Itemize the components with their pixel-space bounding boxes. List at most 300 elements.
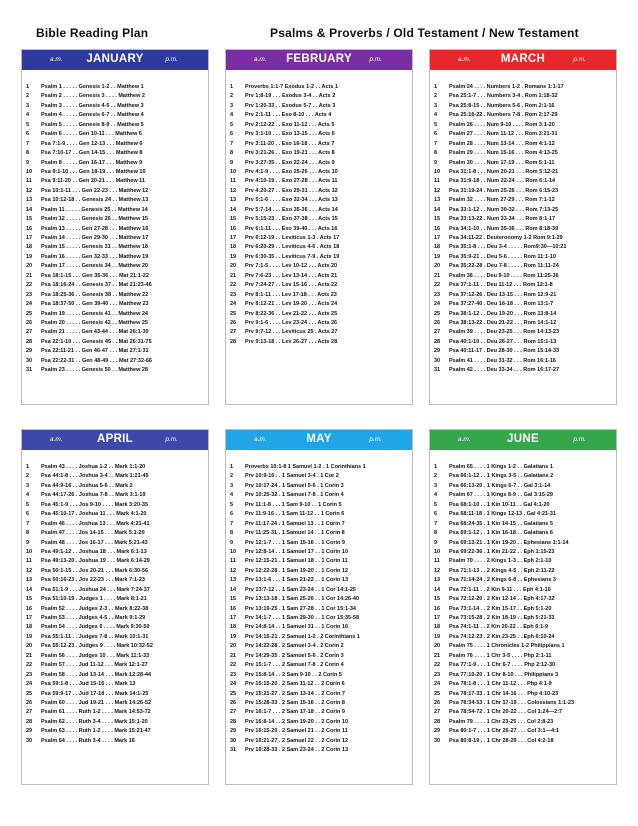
reading-assignment: Prv 2:1-11 . . . Exo 8-10 . . . Acts 4 [245,112,332,119]
reading-assignment: Psa 35:9-21 . . Deu 5-6 . . . . . Rom 11:1-10 [449,253,556,260]
day-number: 12 [26,567,33,574]
reading-row [22,187,208,196]
reading-row [430,149,616,158]
day-number: 18 [26,244,33,251]
reading-row [226,300,412,309]
reading-row [22,661,208,670]
day-number: 21 [434,652,441,659]
day-number: 25 [434,690,441,697]
day-number: 1 [230,464,234,470]
reading-row [226,310,412,319]
day-number: 20 [230,643,237,650]
reading-assignment: Psalm 63 . . . . Ruth 1-2 . . . . Mark 15:21-47 [41,728,151,735]
reading-assignment: Psa 73:15-28 . 2 Kin 18-19 . . Eph 5:21-33 [449,615,555,621]
reading-assignment: Psa 73:1-14 . . 2 Kin 15-17 . . Eph 5:1-20 [449,605,552,612]
reading-assignment: Prv 13:1-6 . . . 1 Sam 21-22 . . 1 Corin 13 [245,577,349,584]
reading-row [22,642,208,651]
reading-row [430,366,616,375]
reading-row [226,215,412,224]
reading-assignment: Prv 12:1-7 . . . 1 Sam 15-16 . . 1 Corin 9 [245,539,345,546]
month-february [225,49,413,405]
day-number: 24 [26,301,33,308]
reading-assignment: Psalm 57 . . . . Jud 11-12 . . . Mark 12:1-27 [41,662,148,669]
reading-assignment: Psa 68:24-35 . 1 Kin 14-15 . . Galatians 5 [449,520,553,527]
day-number: 16 [434,605,441,612]
reading-row [430,548,616,557]
reading-assignment: Psa 77:1-9 . . . 1 Chr 6-7 . . . . Php 2:12-30 [449,662,556,669]
reading-row [22,262,208,271]
reading-row [430,642,616,651]
reading-row [22,472,208,481]
day-number: 9 [434,539,438,546]
day-number: 11 [230,558,236,565]
reading-assignment: Prv 5:7-14 . . . Exo 35-36 . . . Acts 14 [245,206,338,213]
month-header-bar [430,50,616,70]
day-number: 12 [26,187,33,194]
reading-row [226,605,412,614]
reading-assignment: Psalm 48 . . . . Jos 16-17 . . . Mark 5:21-43 [41,539,148,546]
day-number: 18 [434,244,441,251]
reading-assignment: Psa 44:1-8 . . . Joshua 3-4 . . Mark 1:21-45 [41,473,149,480]
reading-assignment: Psalm 58 . . . . Jud 13-14 . . . Mark 12:28-44 [41,671,152,678]
day-number: 14 [230,586,237,593]
day-number: 20 [434,643,441,650]
reading-row [226,482,412,491]
month-header-bar [226,430,412,450]
reading-row [430,718,616,727]
month-header-bar [22,430,208,450]
reading-assignment: Psalm 27 . . . . Num 11-12 . . . Rom 3:21-31 [449,131,558,138]
reading-row [226,633,412,642]
reading-row [22,548,208,557]
day-number: 28 [434,718,441,725]
reading-assignment: Psalm 5 . . . . . Genesis 8-9 . . Matthew 5 [41,121,144,128]
reading-assignment: Psa 9:1-10 . . . Gen 18-19 . . . Matthew 10 [41,168,146,175]
reading-assignment: Psa 9:11-20 . . Gen 20-21 . . . Matthew 11 [41,178,145,185]
reading-assignment: Psa 44:9-16 . . Joshua 5-6 . . Mark 2 [41,482,133,489]
reading-assignment: Psa 51:1-9 . . . Joshua 24 . . . Mark 7:24-37 [41,586,150,593]
day-number: 12 [434,567,441,574]
reading-assignment: Psalm 12 . . . . . Genesis 26 . . Matthew 15 [41,216,148,223]
reading-row [226,187,412,196]
day-number: 5 [26,121,30,128]
reading-row [430,690,616,699]
day-number: 5 [434,501,438,508]
reading-assignment: Psalm 1 . . . . . Genesis 1-2 . . Matthew 1 [41,84,144,90]
day-number: 24 [26,681,33,688]
day-number: 3 [230,102,234,109]
month-header-bar [226,50,412,70]
reading-row [226,576,412,585]
reading-assignment: Psalm 65 . . . . 1 Kings 1-2 . . Galatians 1 [449,464,553,470]
reading-row [430,605,616,614]
reading-assignment: Prv 6:1-11 . . . Exo 39-40 . . . Acts 16 [245,225,338,232]
day-number: 24 [434,301,441,308]
reading-assignment: Psa 25:16-22 . Numbers 7-8 . Rom 2:17-29 [449,112,558,119]
reading-assignment: Prv 13:7-12 . . 1 Sam 23-24 . . 1 Cor 14:1-25 [245,586,356,593]
reading-row [430,328,616,337]
reading-list [226,83,412,347]
reading-assignment: Psa 66:13-20 . 1 Kings 6-7 . . Gal 3:1-14 [449,482,551,489]
day-number: 17 [230,235,237,241]
reading-row [22,281,208,290]
plan-title: Bible Reading Plan [36,26,149,40]
reading-assignment: Psalm 30 . . . . Num 17-19 . . . Rom 5:1-11 [449,159,555,166]
day-number: 26 [230,319,237,326]
reading-assignment: Psalm 19 . . . . . Genesis 41 . . Matthew 24 [41,310,148,317]
reading-assignment: Prv 12:15-21 . 1 Samuel 18 . . 1 Corin 11 [245,558,348,565]
day-number: 18 [230,624,237,631]
reading-row [226,671,412,680]
pm-label: p.m. [573,436,586,443]
day-number: 8 [434,150,438,157]
day-number: 29 [434,348,441,355]
day-number: 19 [434,633,441,640]
day-number: 23 [434,671,441,678]
day-number: 1 [26,84,30,90]
reading-row [430,243,616,252]
reading-assignment: Psalm 64 . . . . Ruth 3-4 . . . . Mark 16 [41,737,135,744]
reading-assignment: Psa 45:1-9 . . . Jos 9-10 . . . . Mark 3:20-35 [41,501,149,508]
day-number: 6 [434,131,438,138]
reading-assignment: Prv 3:27-35 . . Exo 22-24 . . . Acts 9 [245,159,335,166]
reading-row [22,690,208,699]
reading-assignment: Psa 18:25-36 . . Genesis 38 . . Matthew 22 [41,291,149,298]
day-number: 17 [26,235,33,241]
reading-assignment: Prv 2:12-22 . . Exo 11-12 . . . Acts 5 [245,121,335,128]
day-number: 2 [434,473,438,480]
reading-assignment: Psa 71:1-13 . . 2 Kings 4-5 . . Eph 2:11-22 [449,567,555,574]
day-number: 17 [26,615,33,621]
reading-assignment: Prv 9:7-12 . . . Leviticus 25 . Acts 27 [245,329,338,336]
day-number: 7 [230,140,234,147]
reading-assignment: Psalm 62 . . . . Ruth 3-4 . . . . Mark 15:1-20 [41,718,148,725]
reading-assignment: Psalm 47 . . . . Jos 14-15 . . . Mark 5:1-20 [41,530,145,537]
reading-row [430,92,616,101]
day-number: 13 [26,577,33,584]
reading-row [22,225,208,234]
reading-row [226,111,412,120]
reading-assignment: Psa 80:8-19 . . 1 Chr 28-29 . . . Col 4:2-18 [449,737,554,744]
day-number: 4 [434,492,438,499]
reading-row [226,746,412,755]
reading-assignment: Psa 35:1-8 . . . Deu 3-4 . . . . . Rom9:30—10:21 [449,244,567,251]
reading-row [226,661,412,670]
day-number: 11 [26,558,32,565]
reading-assignment: Prv 8:22-36 . . Lev 21-22 . . . Acts 25 [245,310,338,317]
reading-row [22,121,208,130]
reading-assignment: Psalm 60 . . . . Jud 19-21 . . . Mark 14:26-52 [41,699,152,706]
reading-row [226,149,412,158]
reading-row [430,652,616,661]
day-number: 24 [434,681,441,688]
day-number: 5 [230,121,234,128]
reading-assignment: Psa 66:1-12 . . 1 Kings 3-5 . . Galatians 2 [449,473,554,480]
am-label: a.m. [458,436,471,443]
reading-assignment: Prv 7:1-5 . . . . Lev 10-12 . . . Acts 20 [245,263,338,270]
day-number: 11 [26,178,32,185]
reading-assignment: Psa 33:13-22 . Num 33-34 . . . Rom 8:1-17 [449,216,556,223]
reading-list [226,463,412,756]
day-number: 27 [230,709,237,716]
day-number: 3 [26,102,30,109]
day-number: 30 [26,737,33,744]
reading-assignment: Psa 71:14-24 . 2 Kings 6-8 . . Ephesians 3 [449,577,556,584]
day-number: 2 [434,93,438,100]
day-number: 15 [230,216,237,223]
reading-row [226,539,412,548]
day-number: 30 [434,737,441,744]
day-number: 26 [434,319,441,326]
reading-assignment: Psa 40:11-17 . Deu 28-30 . . . Rom 15:14-33 [449,348,560,355]
reading-assignment: Psalm 46 . . . . Joshua 13 . . . Mark 4:21-41 [41,520,150,527]
day-number: 21 [230,272,237,279]
reading-row [430,727,616,736]
reading-row [430,576,616,585]
day-number: 1 [230,84,234,90]
reading-row [226,121,412,130]
reading-assignment: Psa 72:1-11 . . 2 Kin 9-11 . . . Eph 4:1-16 [449,586,551,593]
reading-assignment: Psalm 15 . . . . . Genesis 31 . . Matthew 18 [41,244,148,251]
day-number: 16 [26,605,33,612]
reading-row [226,737,412,746]
reading-row [430,520,616,529]
day-number: 20 [434,263,441,270]
reading-row [430,708,616,717]
reading-row [22,310,208,319]
month-april [21,429,209,785]
day-number: 11 [434,178,440,185]
day-number: 28 [230,718,237,725]
day-number: 14 [434,586,441,593]
reading-row [226,140,412,149]
pm-label: p.m. [165,436,178,443]
day-number: 27 [434,329,441,336]
reading-row [22,539,208,548]
reading-row [430,234,616,243]
reading-assignment: Prv 6:20-29 . . Leviticus 4-6 . Acts 18 [245,244,340,251]
reading-assignment: Psalm 28 . . . . Num 13-14 . . . Rom 4:1-12 [449,140,555,147]
reading-row [226,690,412,699]
day-number: 9 [26,539,30,546]
reading-row [22,576,208,585]
day-number: 8 [26,150,30,157]
day-number: 7 [434,520,438,527]
reading-assignment: Prv 10:25-32 . 1 Samuel 7-8 . 1 Corin 4 [245,492,344,499]
day-number: 21 [26,652,33,659]
reading-assignment: Psa 34:1-10 . . Num 35-36 . . . Rom 8:18-39 [449,225,559,232]
reading-assignment: Prv 1:20-33 . . Exodus 5-7 . . Acts 3 [245,102,336,109]
reading-assignment: Prv 7:24-27 . . Lev 15-16 . . . Acts 22 [245,282,338,289]
reading-row [22,501,208,510]
reading-assignment: Psa 68:1-10 . . 1 Kin 10-11 . . Gal 4:1-20 [449,501,550,508]
reading-row [22,140,208,149]
reading-assignment: Psa 80:1-7 . . . 1 Chr 26-27 . . . Col 3:1—4:1 [449,728,560,735]
day-number: 28 [26,718,33,725]
reading-assignment: Psalm 70 . . . . 2 Kings 1-3 . . Eph 2:1-10 [449,558,552,565]
reading-assignment: Psa 74:12-23 . 2 Kin 23-25 . . Eph 6:10-24 [449,633,555,640]
reading-row [226,727,412,736]
day-number: 29 [230,728,237,735]
reading-assignment: Proverbs 10:1-8 1 Samuel 1-2 . 1 Corinthians 1 [245,464,366,470]
reading-assignment: Prv 12:22-28 . 1 Sam 19-20 . . 1 Corin 12 [245,567,349,574]
reading-assignment: Psa 37:27-40 . Deu 16-18 . . . Rom 13:1-7 [449,301,554,308]
day-number: 26 [26,319,33,326]
reading-row [226,463,412,472]
reading-assignment: Psalm 23 . . . . . Genesis 50 . . Matthew 28 [41,367,148,374]
reading-assignment: Prv 4:20-27 . . Exo 29-31 . . . Acts 12 [245,187,338,194]
day-number: 6 [26,131,30,138]
reading-row [22,614,208,623]
reading-assignment: Psalm 39 . . . . Deu 23-25 . . . Rom 14:13-23 [449,329,560,336]
reading-list [430,83,616,376]
reading-assignment: Psalm 75 . . . . 1 Chronicles 1-2 Philippians 1 [449,643,565,650]
reading-row [430,680,616,689]
reading-assignment: Psalm 76 . . . . 1 Chr 3-5 . . . . Php 2:1-11 [449,652,552,659]
day-number: 9 [26,159,30,166]
day-number: 27 [230,329,237,336]
day-number: 19 [434,253,441,260]
reading-row [430,300,616,309]
reading-assignment: Psalm 29 . . . . Num 15-16 . . . Rom 4:13-25 [449,150,558,157]
reading-row [430,168,616,177]
reading-assignment: Prv 9:13-18 . . Lev 26-27 . . . Acts 28 [245,338,338,345]
reading-row [226,262,412,271]
reading-assignment: Psalm 41 . . . . Deu 31-32 . . . Rom 16:1-16 [449,357,556,364]
pm-label: p.m. [165,56,178,63]
reading-assignment: Psalm 17 . . . . . Genesis 34 . . Matthew 20 [41,263,148,270]
reading-assignment: Psa 31:9-18 . . Num 22-24 . . . Rom 6:1-14 [449,178,556,185]
reading-assignment: Psa 51:10-19 . Judges 1 . . . . Mark 8:1-21 [41,596,147,603]
reading-assignment: Psa 38:13-22 . Deu 21-22 . . . Rom 14:1-12 [449,319,557,326]
month-may [225,429,413,785]
reading-assignment: Prv 4:1-9 . . . . Exo 25-26 . . . Acts 10 [245,168,338,175]
day-number: 11 [230,178,236,185]
reading-row [22,718,208,727]
reading-assignment: Prv 11:17-24 . 1 Samuel 13 . . 1 Corin 7 [245,520,345,527]
reading-assignment: Psalm 61 . . . . Ruth 1-2 . . . . Mark 14:53-72 [41,709,151,716]
reading-assignment: Psa 31:1-8 . . . Num 20-21 . . . Rom 5:12-21 [449,168,559,175]
day-number: 22 [26,662,33,669]
reading-assignment: Prv 15:1-7 . . . 2 Samuel 7-8 . 2 Corin 4 [245,662,344,669]
reading-assignment: Prv 15:8-14 . . 2 Sam 9-10 . . 2 Corin 5 [245,671,342,678]
month-header-bar [430,430,616,450]
reading-row [22,671,208,680]
reading-assignment: Psalm 24 . . . . Numbers 1-2 . Romans 1:1-17 [449,84,564,90]
reading-row [430,671,616,680]
day-number: 19 [230,633,237,640]
reading-row [430,111,616,120]
day-number: 24 [230,681,237,688]
reading-row [22,102,208,111]
day-number: 2 [230,93,234,100]
reading-assignment: Psa 25:8-15 . . Numbers 5-6 . Rom 2:1-16 [449,102,555,109]
day-number: 14 [26,206,33,213]
reading-assignment: Prv 1:8-19 . . . Exodus 3-4 . . Acts 2 [245,93,336,100]
reading-row [430,83,616,92]
day-number: 26 [434,699,441,706]
reading-assignment: Prv 9:1-6 . . . . Lev 23-24 . . . Acts 26 [245,319,338,326]
day-number: 17 [434,235,441,241]
day-number: 5 [26,501,30,508]
day-number: 14 [434,206,441,213]
am-label: a.m. [254,436,267,443]
day-number: 19 [230,253,237,260]
reading-assignment: Psalm 79 . . . . 1 Chr 23-25 . . . Col 2:8-23 [449,718,554,725]
reading-row [22,737,208,746]
reading-assignment: Psa 50:16-23 . Jos 22-23 . . . Mark 7:1-23 [41,577,145,584]
day-number: 3 [434,482,438,489]
am-label: a.m. [50,436,63,443]
reading-row [430,177,616,186]
day-number: 25 [230,310,237,317]
day-number: 16 [230,605,237,612]
reading-assignment: Psa 44:17-26 . Joshua 7-8 . . Mark 3:1-19 [41,492,146,499]
reading-assignment: Psalm 2 . . . . . Genesis 3 . . . . Matthew 2 [41,93,145,100]
reading-row [226,272,412,281]
day-number: 18 [230,244,237,251]
reading-row [226,708,412,717]
day-number: 10 [230,168,237,175]
reading-row [22,366,208,375]
reading-row [430,338,616,347]
reading-row [226,510,412,519]
reading-row [226,243,412,252]
reading-row [430,310,616,319]
day-number: 23 [26,291,33,298]
reading-row [22,699,208,708]
day-number: 30 [230,737,237,744]
reading-row [22,652,208,661]
reading-assignment: Prv 11:1-8 . . . 1 Sam 9-10 . . 1 Corin 5 [245,501,342,508]
reading-assignment: Psa 72:12-20 . 2 Kin 12-14 . . Eph 4:17-32 [449,596,555,603]
reading-row [430,357,616,366]
day-number: 20 [230,263,237,270]
day-number: 26 [230,699,237,706]
reading-row [226,595,412,604]
reading-row [226,253,412,262]
reading-row [430,291,616,300]
reading-assignment: Psa 69:13-21 . 1 Kin 19-20 . . Ephesians 1:1-14 [449,539,569,546]
reading-row [430,463,616,472]
day-number: 23 [434,291,441,298]
reading-assignment: Prv 8:12-21 . . Lev 19-20 . . . Acts 24 [245,301,338,308]
reading-assignment: Prv 4:10-19 . . Exo 27-28 . . . Acts 11 [245,178,338,185]
reading-assignment: Psa 10:1-11 . . . Gen 22-23 . . . Matthew 12 [41,187,149,194]
reading-assignment: Psa 74:1-11 . . 2 Kin 20-22 . . Eph 6:1-9 [449,624,549,631]
day-number: 8 [434,530,438,537]
reading-row [226,92,412,101]
reading-row [22,168,208,177]
reading-row [430,215,616,224]
reading-assignment: Prv 14:22-28 . 2 Samuel 3-4 . 2 Corin 2 [245,643,344,650]
day-number: 20 [26,643,33,650]
reading-row [22,567,208,576]
reading-row [430,262,616,271]
day-number: 16 [230,225,237,232]
reading-row [22,727,208,736]
reading-row [22,482,208,491]
day-number: 11 [434,558,440,565]
day-number: 27 [26,329,33,336]
reading-row [226,623,412,632]
reading-assignment: Psalm 20 . . . . . Genesis 42 . . Matthew 25 [41,319,148,326]
day-number: 5 [434,121,438,128]
reading-assignment: Psalm 6 . . . . . Gen 10-11 . . . Matthew 6 [41,131,142,138]
reading-row [22,557,208,566]
reading-assignment: Prv 14:29-35 . 2 Samuel 5-6 . 2 Corin 3 [245,652,344,659]
reading-row [226,548,412,557]
